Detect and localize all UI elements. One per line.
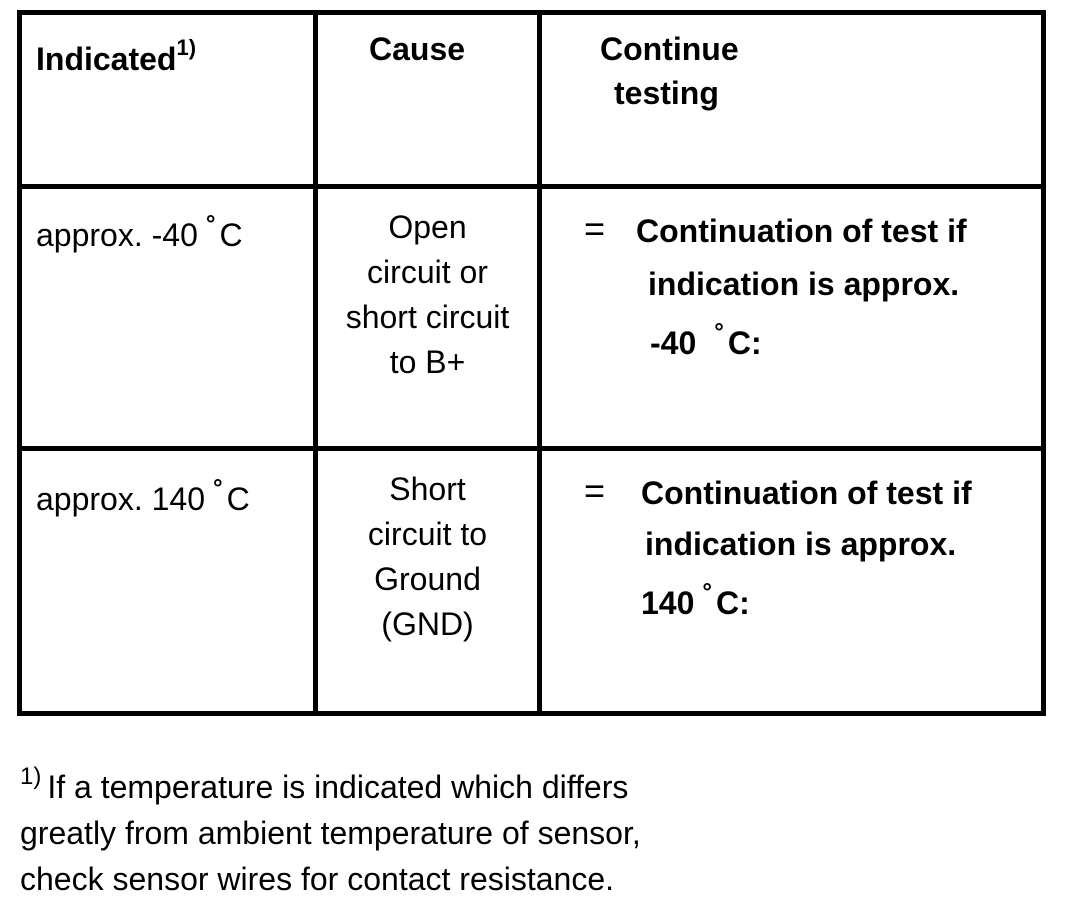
footnote-line: check sensor wires for contact resistance.: [20, 861, 615, 897]
row2-continue-line: Continuation of test if: [641, 475, 972, 511]
row2-cause-line: Ground: [374, 561, 481, 597]
row1-continue-line: indication is approx.: [648, 266, 960, 302]
degree-symbol: °: [714, 319, 724, 346]
header-continue-line: testing: [614, 75, 719, 111]
header-indicated: [36, 37, 196, 81]
footnote-line: greatly from ambient temperature of sensor,: [20, 815, 641, 851]
row2-continue-value: [641, 581, 972, 629]
row2-continue: [641, 471, 972, 629]
row1-continue: [636, 209, 967, 369]
row1-cause-line: Open: [388, 209, 467, 245]
degree-symbol: °: [213, 475, 223, 502]
row1-continue-temp: -40: [650, 325, 697, 361]
row2-continue-temp: 140: [641, 585, 695, 621]
footnote-text: If a temperature is indicated which differs: [47, 769, 629, 805]
row2-cause-line: circuit to: [367, 516, 488, 552]
row2-cause-line: (GND): [381, 606, 474, 642]
header-indicated-footnote-marker: 1): [176, 35, 197, 61]
row1-equals-symbol: =: [584, 208, 606, 249]
row1-cause-line: to B+: [389, 344, 466, 380]
row1-continue-line: Continuation of test if: [636, 213, 967, 249]
row-divider: [22, 184, 1041, 189]
degree-symbol: °: [702, 579, 712, 606]
column-divider: [537, 15, 542, 711]
row1-indicated-value: approx. -40: [36, 217, 198, 253]
footnote: [20, 764, 1020, 902]
row1-indicated-unit: C: [219, 217, 243, 253]
row1-continue-unit: C:: [727, 325, 762, 361]
row1-indicated: [36, 213, 243, 261]
row1-cause-line: short circuit: [345, 299, 510, 335]
header-indicated-label: Indicated: [36, 41, 177, 77]
degree-symbol: °: [205, 211, 216, 238]
row-divider: [22, 446, 1041, 451]
row1-cause-line: circuit or: [367, 254, 488, 290]
row2-equals-symbol: =: [584, 470, 606, 511]
row1-cause: [318, 205, 537, 385]
header-cause: Cause: [369, 31, 466, 67]
footnote-line: [20, 764, 1020, 810]
row2-indicated: [36, 477, 250, 525]
footnote-marker: 1): [20, 763, 42, 791]
row2-cause: [318, 467, 537, 647]
diagnostic-table: [17, 10, 1046, 716]
row2-indicated-unit: C: [226, 481, 250, 517]
row2-continue-line: indication is approx.: [645, 526, 957, 562]
row2-cause-line: Short: [389, 471, 466, 507]
header-continue-line: Continue: [600, 31, 739, 67]
row2-continue-unit: C:: [716, 585, 750, 621]
row2-indicated-value: approx. 140: [36, 481, 206, 517]
row1-continue-value: [636, 321, 967, 369]
header-continue-testing: [600, 27, 739, 115]
